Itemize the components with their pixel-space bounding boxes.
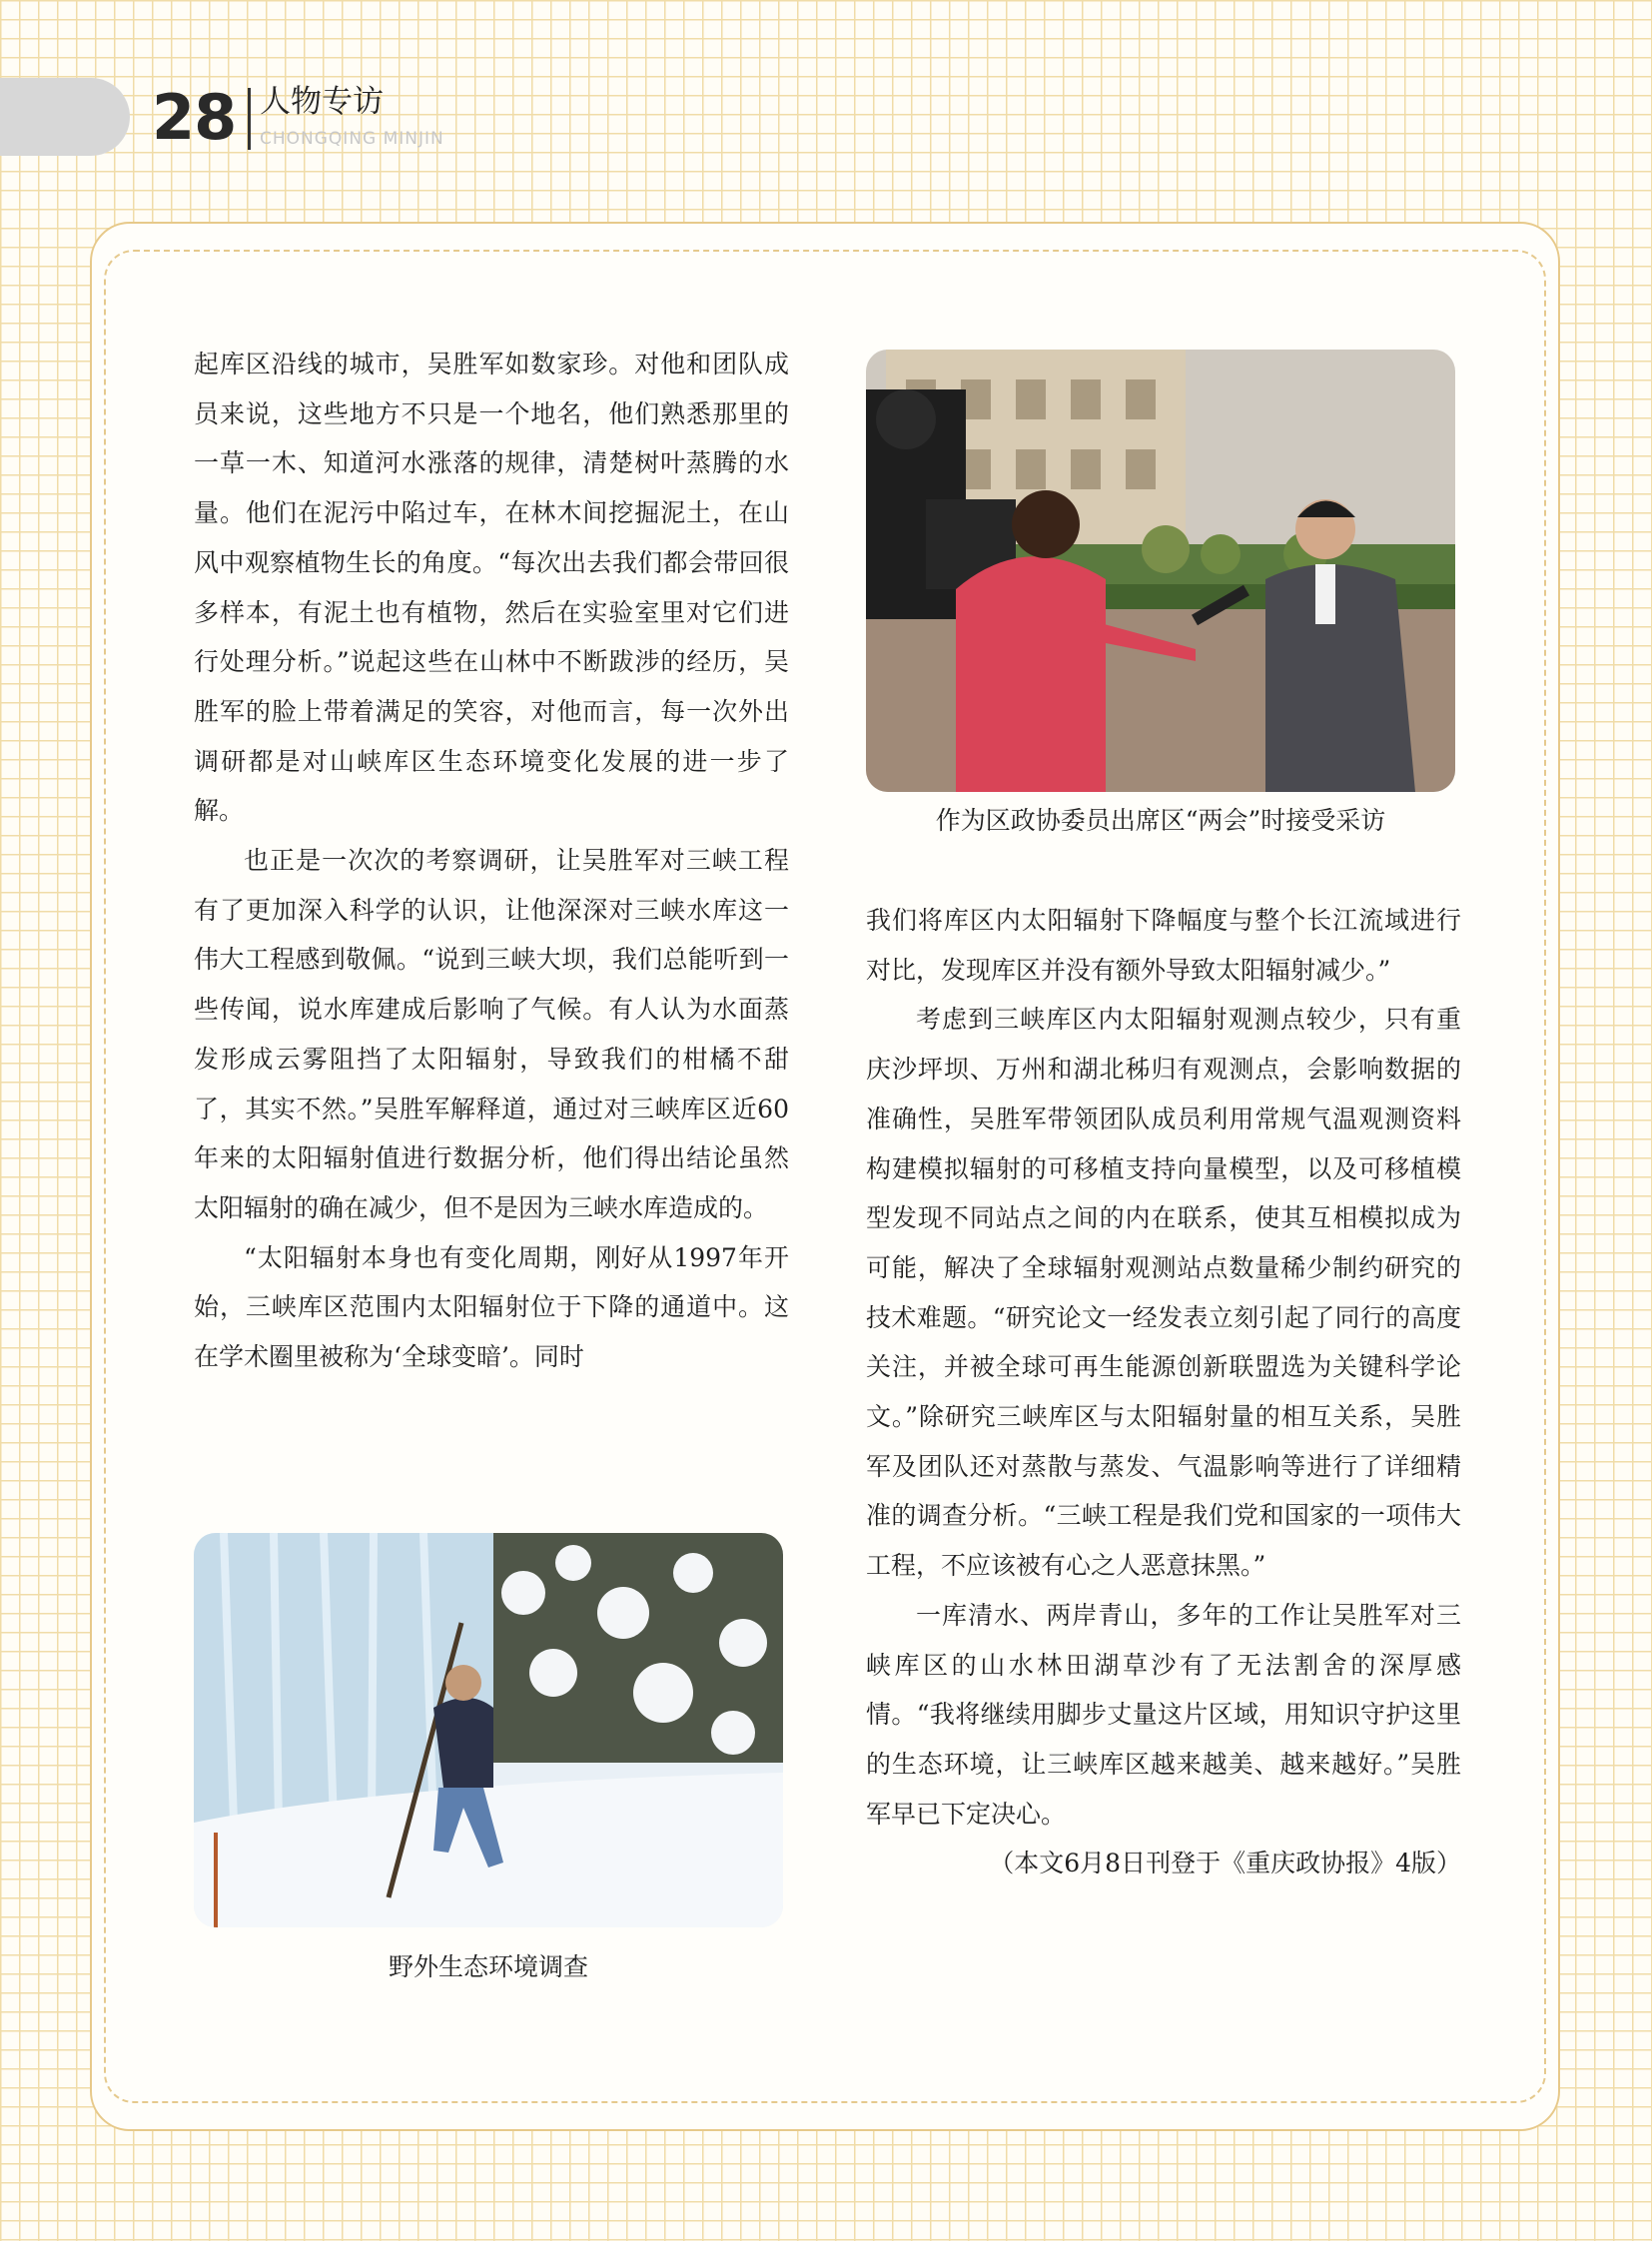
field-survey-photo bbox=[194, 1533, 783, 1927]
paragraph: 一库清水、两岸青山，多年的工作让吴胜军对三峡库区的山水林田湖草沙有了无法割舍的深厚感情。“我将继续用脚步丈量这片区域，用知识守护这里的生态环境，让三峡库区越来越美、越来越好。”吴胜军早已下定决心。 bbox=[866, 1600, 1461, 1829]
right-column bbox=[866, 896, 1461, 1888]
interview-photo-image bbox=[866, 350, 1455, 792]
interview-photo-caption: 作为区政协委员出席区“两会”时接受采访 bbox=[935, 806, 1386, 835]
paragraph: 起库区沿线的城市，吴胜军如数家珍。对他和团队成员来说，这些地方不只是一个地名，他们熟悉那里的一草一木、知道河水涨落的规律，清楚树叶蒸腾的水量。他们在泥污中陷过车，在林木间挖掘泥土，在山风中观察植物生长的角度。“每次出去我们都会带回很多样本，有泥土也有植物，然后在实验室里对它们进行处理分析。”说起这些在山林中不断跋涉的经历，吴胜军的脸上带着满足的笑容，对他而言，每一次外出调研都是对山峡库区生态环境变化发展的进一步了解。 bbox=[194, 350, 789, 826]
section-title: 人物专访 bbox=[260, 84, 384, 120]
left-column bbox=[194, 340, 789, 1382]
interview-photo bbox=[866, 350, 1455, 792]
field-survey-photo-image bbox=[194, 1533, 783, 1927]
paragraph: 也正是一次次的考察调研，让吴胜军对三峡工程有了更加深入科学的认识，让他深深对三峡水库这一伟大工程感到敬佩。“说到三峡大坝，我们总能听到一些传闻，说水库建成后影响了气候。有人认为水面蒸发形成云雾阻挡了太阳辐射，导致我们的柑橘不甜了，其实不然。”吴胜军解释道，通过对三峡库区近60年来的太阳辐射值进行数据分析，他们得出结论虽然太阳辐射的确在减少，但不是因为三峡水库造成的。 bbox=[194, 846, 789, 1222]
page-number: 28 bbox=[152, 81, 237, 154]
source-note: （本文6月8日刊登于《重庆政协报》4版） bbox=[989, 1849, 1461, 1878]
page-tab bbox=[0, 78, 130, 156]
paragraph: 考虑到三峡库区内太阳辐射观测点较少，只有重庆沙坪坝、万州和湖北秭归有观测点，会影响数据的准确性，吴胜军带领团队成员利用常规气温观测资料构建模拟辐射的可移植支持向量模型，以及可移植模型发现不同站点之间的内在联系，使其互相模拟成为可能，解决了全球辐射观测站点数量稀少制约研究的技术难题。“研究论文一经发表立刻引起了同行的高度关注，并被全球可再生能源创新联盟选为关键科学论文。”除研究三峡库区与太阳辐射量的相互关系，吴胜军及团队还对蒸散与蒸发、气温影响等进行了详细精准的调查分析。“三峡工程是我们党和国家的一项伟大工程，不应该被有心之人恶意抹黑。” bbox=[866, 1005, 1461, 1581]
paragraph: “太阳辐射本身也有变化周期，刚好从1997年开始，三峡库区范围内太阳辐射位于下降的通道中。这在学术圈里被称为‘全球变暗’。同时 bbox=[194, 1242, 789, 1372]
header-divider bbox=[248, 88, 251, 150]
field-survey-caption: 野外生态环境调查 bbox=[388, 1952, 588, 1981]
paragraph: 我们将库区内太阳辐射下降幅度与整个长江流域进行对比，发现库区并没有额外导致太阳辐射减少。” bbox=[866, 906, 1461, 985]
section-subtitle: CHONGQING MINJIN bbox=[260, 129, 444, 149]
